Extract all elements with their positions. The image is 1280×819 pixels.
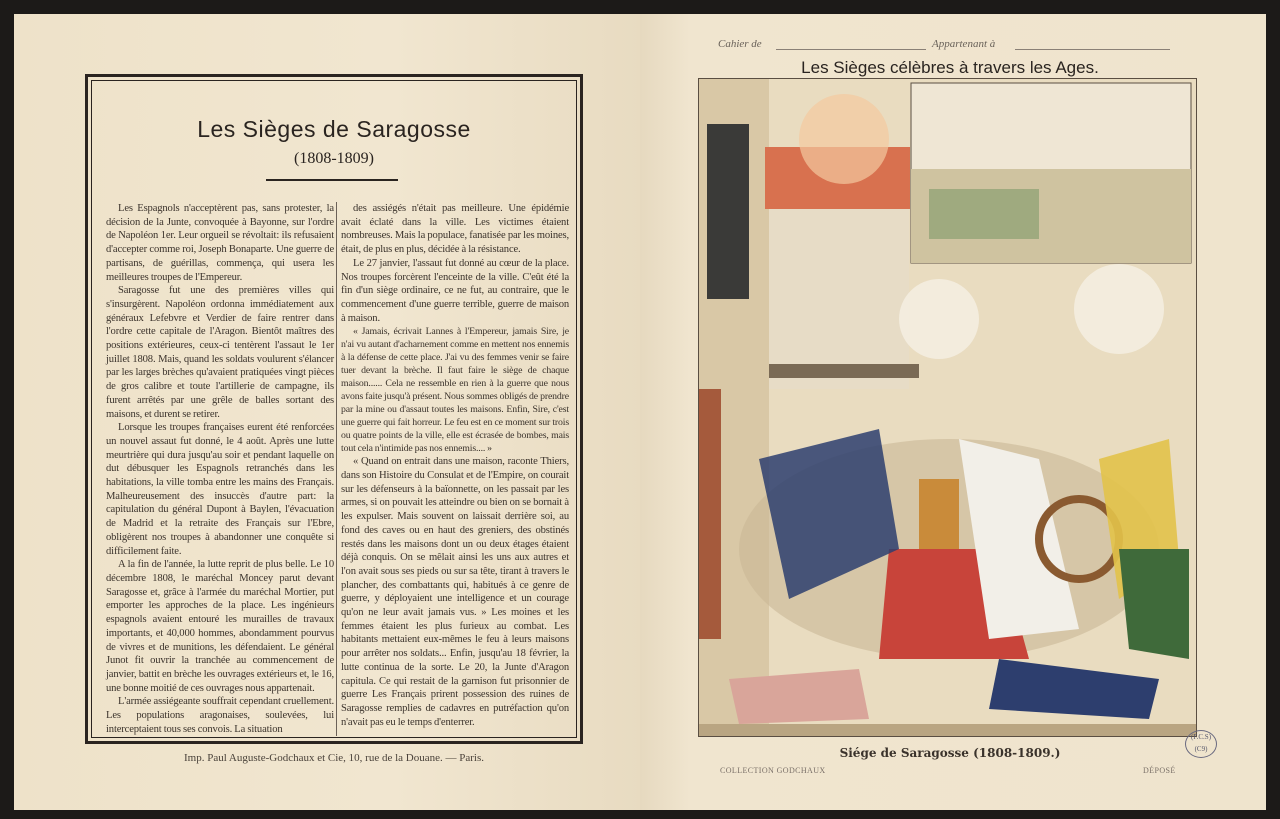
paragraph: des assiégés n'était pas meilleure. Une épidémie avait éclaté dans la ville. Les victimes étaient nombreuses. Mais la populace, fanatisée par les moines, était, de plus en plus, décidée à la résistance. — [341, 203, 569, 256]
title-rule — [266, 179, 398, 181]
imprint: Imp. Paul Auguste-Godchaux et Cie, 10, rue de la Douane. — Paris. — [184, 752, 484, 764]
siege-illustration — [698, 78, 1197, 737]
paragraph: Les Espagnols n'acceptèrent pas, sans protester, la décision de la Junte, convoquée à Bayonne, sur l'ordre de Napoléon 1er. Leur orgueil se révoltait: ils refusaient d'accepter comme roi, Joseph Bonaparte. Une guerre de partisans, de guérillas, commença, qui usera les meilleures troupes de l'Empereur. — [106, 203, 334, 283]
column-divider — [336, 202, 337, 736]
appartenant-label: Appartenant à — [932, 38, 996, 50]
appartenant-field[interactable] — [1015, 49, 1170, 50]
paragraph: Le 27 janvier, l'assaut fut donné au cœur de la place. Nos troupes forcèrent l'enceinte de la ville. C'eût été la fin d'un siège ordinaire, ce ne fut, au contraire, que le commencement d'une guerre terrible, guerre de maison à maison. — [341, 257, 569, 324]
paragraph: A la fin de l'année, la lutte reprit de plus belle. Le 10 décembre 1808, le maréchal Moncey parut devant Saragosse et, grâce à l'armée du maréchal Mortier, put emporter les approches de la place. Les ingénieurs espagnols avaient entouré les murailles de travaux importants, et 40,000 hommes, abondamment pourvus de vivres et de munitions, les défendaient. Le général Junot fit ouvrir la tranchée au commencement de janvier, battit en brèche les ouvrages extérieurs et, le 16, une bonne moitié de ces ouvrages nous appartenait. — [106, 559, 334, 694]
depose-label: DÉPOSÉ — [1143, 766, 1176, 775]
illustration-caption: Siége de Saragosse (1808-1809.) — [839, 746, 1061, 760]
paragraph: Saragosse fut une des premières villes qui s'insurgèrent. Napoléon ordonna immédiatement aux généraux Lefebvre et Verdier de faire rentrer dans l'ordre cette capitale de l'Aragon. Bientôt maîtres des positions extérieures, ceux-ci tentèrent l'assaut le 1er juillet 1808. Mais, quand les soldats voulurent s'élancer par les larges brèches qu'avaient pratiquées vingt pièces de gros calibre et toute l'artillerie de campagne, ils furent arrêtés par une grêle de balles sortant des maisons, et durent se retirer. — [106, 285, 334, 420]
paragraph: L'armée assiégeante souffrait cependant cruellement. Les populations aragonaises, soulevées, lui interceptaient tous ses convois. La situation — [106, 696, 334, 735]
collection-label: COLLECTION GODCHAUX — [720, 766, 826, 775]
paragraph: « Quand on entrait dans une maison, raconte Thiers, dans son Histoire du Consulat et de l'Empire, on courait sur les défenseurs à la baïonnette, on les passait par les armes, si on pouvait les atteindre ou bien on se bornait à les expulser. Mais souvent on laissait derrière soi, au fond des caves ou en haut des greniers, des obstinés restés dans les maisons dont un ou deux étages étaient déjà conquis. On se mêlait ainsi les uns aux autres et l'on avait sous ses pieds ou sur sa tête, tirant à travers le plancher, des combattants qui, habitués à ce genre de guerre, y déployaient une intelligence et un courage qu'on ne leur avait jamais vus. » Les moines et les femmes étaient les plus furieux au combat. Les habitants mettaient eux-mêmes le feu à leurs maisons pour arrêter nos soldats... Enfin, jusqu'au 18 février, la lutte continua de la sorte. Le 20, la Junte d'Aragon capitula. Ce qui restait de la garnison fut prisonnier de guerre Les Français prirent possession des ruines de Saragosse remplies de cadavres en putréfaction qu'on n'avait pas eu le temps d'enterrer. — [341, 456, 569, 728]
cahier-label: Cahier de — [718, 38, 762, 50]
text-column-left — [106, 202, 334, 736]
cahier-field[interactable] — [776, 49, 926, 50]
series-title: Les Sièges célèbres à travers les Ages. — [801, 58, 1099, 77]
page-title: Les Sièges de Saragosse — [197, 116, 471, 142]
paragraph: « Jamais, écrivait Lannes à l'Empereur, jamais Sire, je n'ai vu autant d'acharnement comme en mettent nos ennemis à la défense de cette place. J'ai vu des femmes venir se faire tuer devant la brèche. Il faut faire le siège de chaque maison...... Cela ne ressemble en rien à la guerre que nous avons faite jusqu'à présent. Nous sommes obligés de prendre par la mine ou d'assaut toutes les maisons. Enfin, Sire, c'est une guerre qui fait horreur. Le feu est en ce moment sur trois ou quatre points de la ville, elle est écrasée de bombes, mais tout cela n'intimide pas nos ennemis.... » — [341, 326, 569, 455]
library-stamp: (F.C.S) (C9) — [1185, 730, 1217, 758]
text-column-right — [341, 202, 569, 729]
title-dates: (1808-1809) — [294, 150, 374, 167]
paragraph: Lorsque les troupes françaises eurent été renforcées un nouvel assaut fut donné, le 4 août. Après une lutte meurtrière qui dura jusqu'au soir et pendant laquelle on dut débusquer les Espagnols retranchés dans les habitations, la ville tomba entre les mains des Français. Malheureusement des insuccès d'autre part: la capitulation du général Dupont à Baylen, l'évacuation de Madrid et la retraite des Français sur l'Ebre, obligèrent nos troupes à abandonner une conquête si difficilement faite. — [106, 422, 334, 557]
